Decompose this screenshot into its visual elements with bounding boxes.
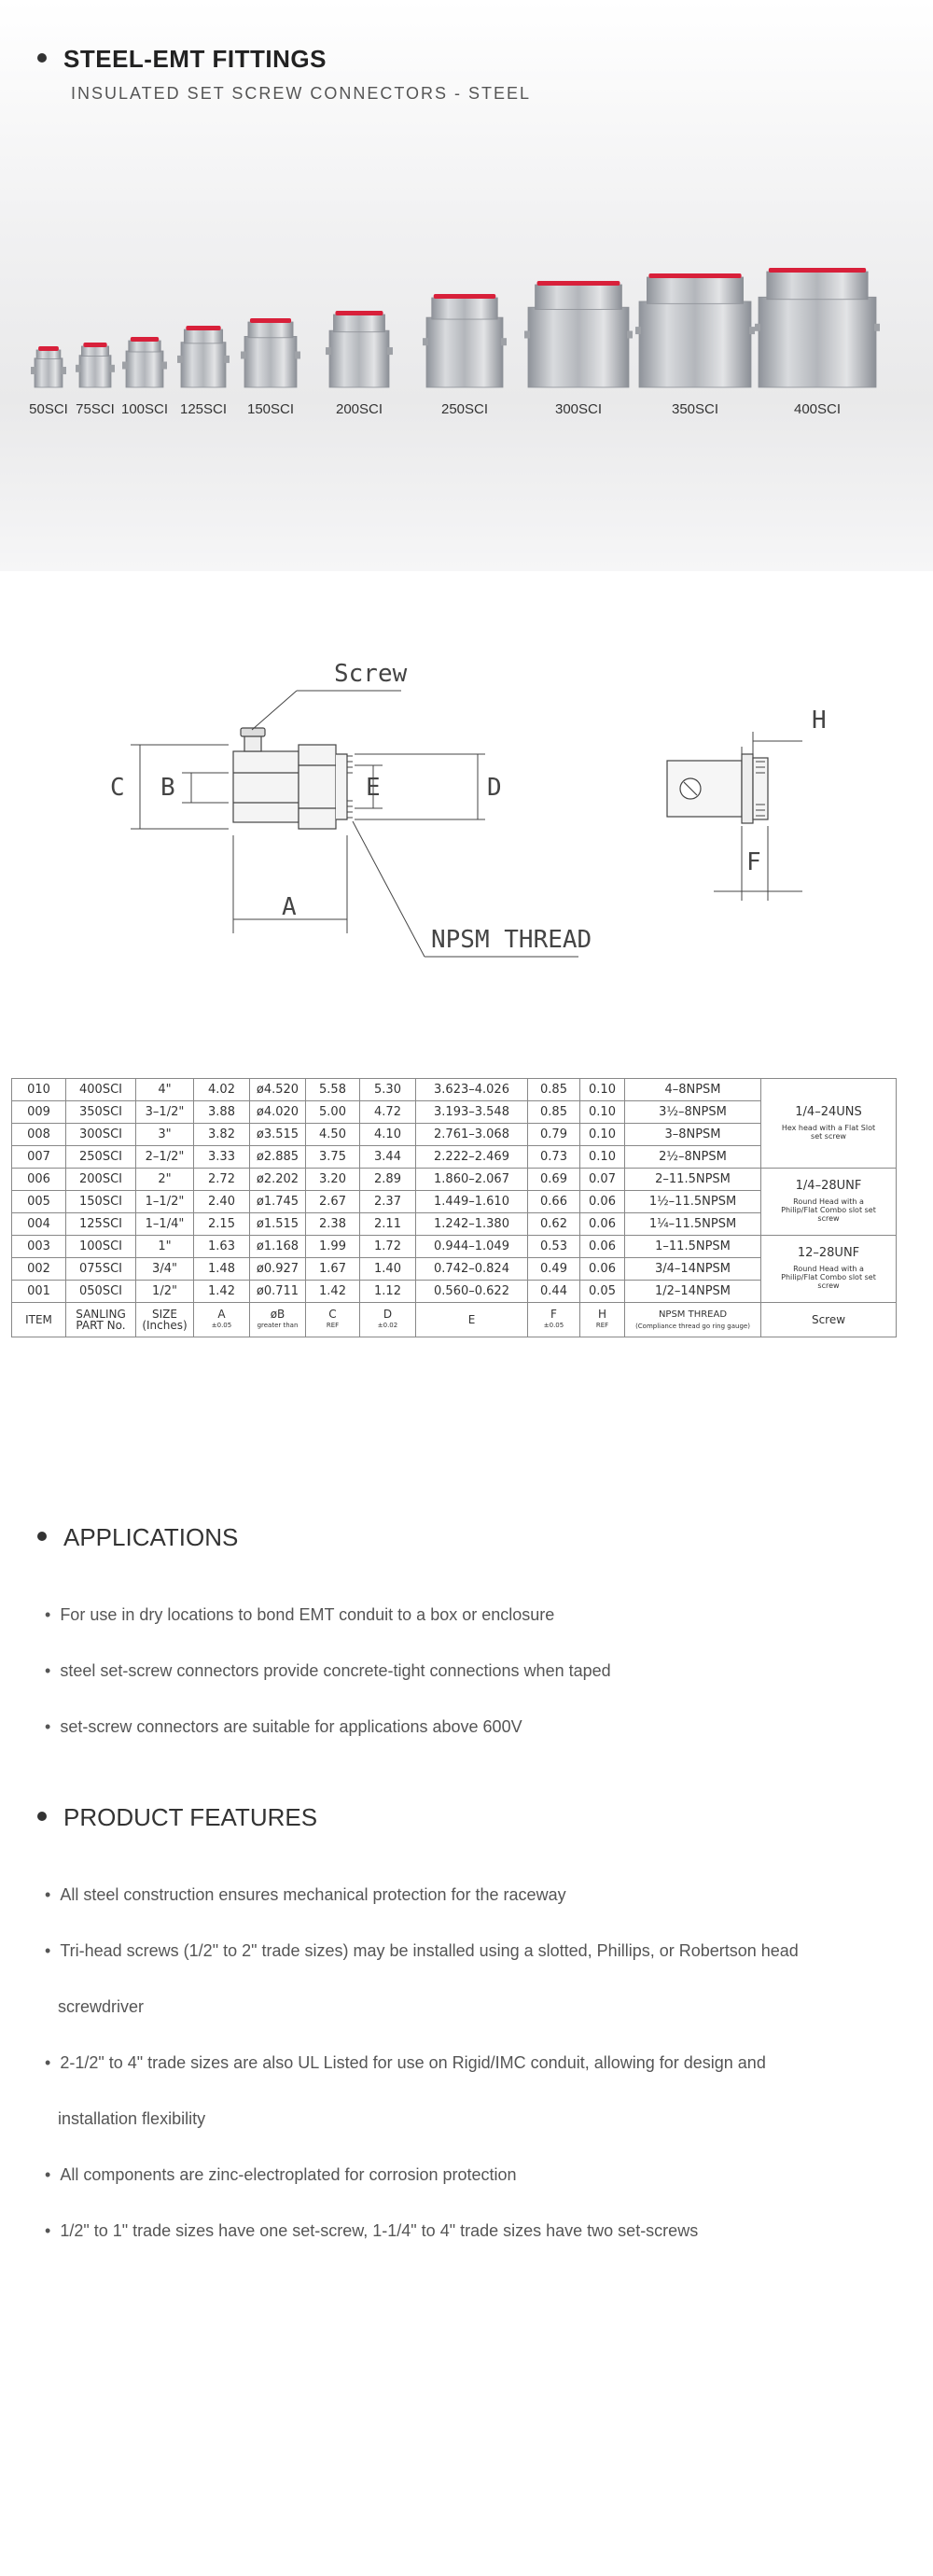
cell-a: 2.72: [194, 1169, 250, 1191]
feature-item: • 1/2" to 1" trade sizes have one set-screw, 1-1/4" to 4" trade sizes have two set-screws: [45, 2221, 699, 2240]
product-label: 100SCI: [120, 401, 169, 417]
col-screw: Screw: [761, 1303, 897, 1337]
connector-thread: [767, 272, 868, 300]
cell-item: 009: [12, 1101, 66, 1124]
cell-item: 008: [12, 1124, 66, 1146]
product-connector: [76, 343, 115, 387]
cell-h: 0.06: [580, 1258, 625, 1281]
cell-a: 2.40: [194, 1191, 250, 1213]
set-screw: [749, 327, 755, 334]
cell-h: 0.10: [580, 1101, 625, 1124]
connector-body: [35, 358, 63, 387]
cell-size: 1/2": [136, 1281, 194, 1303]
cell-e: 1.242–1.380: [416, 1213, 528, 1236]
cell-c: 1.99: [306, 1236, 360, 1258]
cell-c: 2.67: [306, 1191, 360, 1213]
cell-screw: [761, 1236, 897, 1303]
feature-item-text: All components are zinc-electroplated for corrosion protection: [60, 2165, 517, 2184]
col-d: [360, 1303, 416, 1337]
cell-b: ø0.927: [250, 1258, 306, 1281]
application-item: • set-screw connectors are suitable for applications above 600V: [45, 1717, 522, 1736]
cell-part: 350SCI: [66, 1101, 136, 1124]
cell-item: 004: [12, 1213, 66, 1236]
cell-b: ø3.515: [250, 1124, 306, 1146]
set-screw: [76, 365, 81, 372]
cell-a: 1.42: [194, 1281, 250, 1303]
cell-thread: 2½–8NPSM: [625, 1146, 761, 1169]
cell-item: 002: [12, 1258, 66, 1281]
cell-h: 0.06: [580, 1191, 625, 1213]
feature-item-text: Tri-head screws (1/2" to 2" trade sizes) may be installed using a slotted, Phillips, or Robertson head: [60, 1941, 799, 1960]
col-h-tol: REF: [595, 1322, 609, 1329]
label-dim-a: A: [282, 893, 297, 921]
cell-part: 250SCI: [66, 1146, 136, 1169]
feature-item: • Tri-head screws (1/2" to 2" trade sizes) may be installed using a slotted, Phillips, or Robertson head: [45, 1941, 799, 1960]
col-d-label: D: [383, 1308, 393, 1321]
insulator-ring: [537, 281, 620, 286]
cell-part: 125SCI: [66, 1213, 136, 1236]
set-screw: [627, 331, 633, 339]
insulator-ring: [83, 343, 106, 347]
col-b-tol: greater than: [257, 1322, 299, 1329]
connector-body: [79, 356, 111, 387]
cell-c: 1.67: [306, 1258, 360, 1281]
page-title-text: STEEL-EMT FITTINGS: [63, 45, 327, 73]
set-screw: [122, 362, 128, 370]
screw-spec: 1/4–24UNS: [795, 1104, 862, 1119]
feature-item-text: 2-1/2" to 4" trade sizes are also UL Listed for use on Rigid/IMC conduit, allowing for design and: [60, 2053, 766, 2072]
hero-banner: [0, 0, 933, 571]
label-dim-c: C: [110, 774, 125, 802]
cell-a: 4.02: [194, 1079, 250, 1101]
col-d-tol: ±0.02: [377, 1322, 398, 1329]
connector-end-view: [667, 732, 802, 901]
cell-thread: 3½–8NPSM: [625, 1101, 761, 1124]
cell-screw: [761, 1079, 897, 1169]
cell-a: 1.48: [194, 1258, 250, 1281]
screw-spec: 12–28UNF: [797, 1246, 860, 1260]
col-c-label: C: [328, 1308, 337, 1321]
col-thread: [625, 1303, 761, 1337]
feature-item-text: 1/2" to 1" trade sizes have one set-screw, 1-1/4" to 4" trade sizes have two set-screws: [60, 2221, 699, 2240]
cell-c: 3.75: [306, 1146, 360, 1169]
product-label: 125SCI: [179, 401, 228, 417]
connector-thread: [248, 322, 293, 338]
cell-size: 1": [136, 1236, 194, 1258]
label-npsm-thread: NPSM THREAD: [431, 926, 592, 954]
cell-f: 0.69: [528, 1169, 580, 1191]
insulator-ring: [250, 318, 291, 323]
cell-b: ø4.520: [250, 1079, 306, 1101]
cell-d: 4.10: [360, 1124, 416, 1146]
product-label: 300SCI: [554, 401, 603, 417]
col-size-line1: SIZE: [152, 1308, 177, 1321]
set-screw: [423, 338, 428, 345]
insulator-ring: [769, 268, 866, 273]
insulator-ring: [434, 294, 496, 299]
col-a-tol: ±0.05: [211, 1322, 232, 1329]
product-lineup: [0, 0, 933, 571]
connector-thread: [647, 277, 743, 303]
product-connector: [31, 346, 66, 387]
cell-a: 3.33: [194, 1146, 250, 1169]
cell-b: ø0.711: [250, 1281, 306, 1303]
cell-h: 0.06: [580, 1213, 625, 1236]
col-h-label: H: [597, 1308, 607, 1321]
set-screw: [177, 356, 183, 363]
cell-f: 0.85: [528, 1079, 580, 1101]
cell-d: 3.44: [360, 1146, 416, 1169]
cell-f: 0.53: [528, 1236, 580, 1258]
cell-h: 0.07: [580, 1169, 625, 1191]
connector-body: [329, 330, 389, 387]
features-title-text: PRODUCT FEATURES: [63, 1803, 318, 1831]
product-connector: [122, 337, 167, 387]
cell-size: 3/4": [136, 1258, 194, 1281]
cell-c: 3.20: [306, 1169, 360, 1191]
label-dim-d: D: [487, 774, 502, 802]
cell-a: 3.82: [194, 1124, 250, 1146]
col-part-line2: PART No.: [76, 1319, 126, 1332]
feature-item-text: All steel construction ensures mechanical protection for the raceway: [60, 1885, 566, 1904]
bullet-dot-icon: [37, 1812, 47, 1821]
product-connector: [755, 268, 880, 387]
table-row: [12, 1079, 897, 1101]
cell-h: 0.10: [580, 1124, 625, 1146]
col-thread-note: (Compliance thread go ring gauge): [635, 1323, 750, 1330]
insulator-ring: [38, 346, 59, 351]
set-screw: [241, 352, 246, 359]
set-screw: [224, 356, 230, 363]
cell-item: 001: [12, 1281, 66, 1303]
cell-c: 5.00: [306, 1101, 360, 1124]
product-connector: [524, 281, 633, 387]
cell-c: 4.50: [306, 1124, 360, 1146]
technical-drawing: [0, 635, 933, 989]
screw-desc: Round Head with a Philip/Flat Combo slot set screw: [781, 1197, 876, 1223]
connector-thread: [81, 346, 108, 357]
col-f: [528, 1303, 580, 1337]
set-screw: [874, 324, 880, 331]
feature-item: • All steel construction ensures mechanical protection for the raceway: [45, 1885, 566, 1904]
cell-part: 050SCI: [66, 1281, 136, 1303]
connector-thread: [536, 285, 622, 309]
connector-thread: [36, 350, 61, 359]
product-connector: [241, 318, 300, 387]
cell-f: 0.85: [528, 1101, 580, 1124]
cell-f: 0.79: [528, 1124, 580, 1146]
col-h: [580, 1303, 625, 1337]
feature-item-continuation: screwdriver: [58, 1997, 145, 2016]
label-dim-b: B: [160, 774, 175, 802]
col-f-label: F: [550, 1308, 557, 1321]
cell-size: 3": [136, 1124, 194, 1146]
cell-part: 300SCI: [66, 1124, 136, 1146]
applications-title: [37, 1523, 238, 1552]
cell-d: 2.11: [360, 1213, 416, 1236]
cell-item: 006: [12, 1169, 66, 1191]
spec-table: [11, 1078, 897, 1337]
thread-marks: [347, 756, 353, 818]
cell-c: 5.58: [306, 1079, 360, 1101]
dimension-lines: [131, 691, 578, 957]
cell-item: 005: [12, 1191, 66, 1213]
product-connector: [177, 326, 230, 387]
cell-part: 200SCI: [66, 1169, 136, 1191]
cell-thread: 1–11.5NPSM: [625, 1236, 761, 1258]
table-row: [12, 1236, 897, 1258]
cell-part: 400SCI: [66, 1079, 136, 1101]
cell-thread: 1½–11.5NPSM: [625, 1191, 761, 1213]
applications-title-text: APPLICATIONS: [63, 1523, 239, 1551]
cell-thread: 1¼–11.5NPSM: [625, 1213, 761, 1236]
set-screw: [755, 324, 760, 331]
product-label: 200SCI: [335, 401, 383, 417]
cell-e: 1.449–1.610: [416, 1191, 528, 1213]
cell-item: 010: [12, 1079, 66, 1101]
cell-size: 1–1/2": [136, 1191, 194, 1213]
set-screw: [161, 362, 167, 370]
connector-side-view: [233, 728, 353, 829]
cell-e: 3.623–4.026: [416, 1079, 528, 1101]
product-label: 400SCI: [793, 401, 842, 417]
cell-c: 1.42: [306, 1281, 360, 1303]
cell-thread: 1/2–14NPSM: [625, 1281, 761, 1303]
product-label: 50SCI: [29, 401, 68, 417]
col-c: [306, 1303, 360, 1337]
col-part: [66, 1303, 136, 1337]
cell-part: 150SCI: [66, 1191, 136, 1213]
cell-e: 0.560–0.622: [416, 1281, 528, 1303]
col-a-label: A: [217, 1308, 226, 1321]
cell-item: 007: [12, 1146, 66, 1169]
product-label: 75SCI: [76, 401, 115, 417]
cell-a: 2.15: [194, 1213, 250, 1236]
label-screw: Screw: [334, 660, 408, 688]
cell-part: 100SCI: [66, 1236, 136, 1258]
cell-size: 4": [136, 1079, 194, 1101]
cell-size: 2–1/2": [136, 1146, 194, 1169]
cell-h: 0.10: [580, 1146, 625, 1169]
application-item-text: set-screw connectors are suitable for applications above 600V: [60, 1717, 522, 1736]
connector-body: [244, 336, 297, 387]
cell-size: 2": [136, 1169, 194, 1191]
insulator-ring: [131, 337, 159, 342]
cell-d: 1.40: [360, 1258, 416, 1281]
set-screw: [387, 347, 393, 355]
cell-item: 003: [12, 1236, 66, 1258]
application-item-text: steel set-screw connectors provide concrete-tight connections when taped: [60, 1661, 611, 1680]
col-e: E: [416, 1303, 528, 1337]
feature-item-continuation: installation flexibility: [58, 2109, 206, 2128]
connector-body: [759, 297, 876, 387]
cell-d: 2.37: [360, 1191, 416, 1213]
bullet-dot-icon: [37, 1532, 47, 1541]
col-f-tol: ±0.05: [543, 1322, 564, 1329]
cell-e: 2.222–2.469: [416, 1146, 528, 1169]
insulator-ring: [186, 326, 220, 330]
cell-size: 1–1/4": [136, 1213, 194, 1236]
col-thread-label: NPSM THREAD: [658, 1309, 728, 1320]
insulator-ring: [335, 311, 383, 315]
cell-b: ø1.745: [250, 1191, 306, 1213]
feature-item: • All components are zinc-electroplated for corrosion protection: [45, 2165, 517, 2184]
cell-b: ø2.202: [250, 1169, 306, 1191]
product-connector: [635, 273, 755, 387]
cell-part: 075SCI: [66, 1258, 136, 1281]
screw-desc: Round Head with a Philip/Flat Combo slot set screw: [781, 1265, 876, 1290]
cell-e: 2.761–3.068: [416, 1124, 528, 1146]
product-connector: [326, 311, 393, 387]
col-a: [194, 1303, 250, 1337]
cell-d: 2.89: [360, 1169, 416, 1191]
set-screw: [501, 338, 507, 345]
features-title: [37, 1803, 317, 1832]
cell-screw: [761, 1169, 897, 1236]
cell-b: ø4.020: [250, 1101, 306, 1124]
cell-f: 0.49: [528, 1258, 580, 1281]
product-label: 150SCI: [246, 401, 295, 417]
col-item: ITEM: [12, 1303, 66, 1337]
connector-body: [528, 307, 629, 387]
cell-b: ø1.515: [250, 1213, 306, 1236]
set-screw: [635, 327, 641, 334]
cell-d: 1.12: [360, 1281, 416, 1303]
cell-h: 0.10: [580, 1079, 625, 1101]
cell-f: 0.62: [528, 1213, 580, 1236]
product-label: 350SCI: [671, 401, 719, 417]
connector-thread: [129, 341, 160, 352]
insulator-ring: [648, 273, 741, 278]
screw-desc: Hex head with a Flat Slot set screw: [781, 1123, 876, 1141]
cell-f: 0.44: [528, 1281, 580, 1303]
application-item-text: For use in dry locations to bond EMT conduit to a box or enclosure: [60, 1605, 555, 1624]
col-size-line2: (Inches): [142, 1319, 188, 1332]
label-dim-e: E: [366, 774, 381, 802]
application-item: • For use in dry locations to bond EMT conduit to a box or enclosure: [45, 1605, 555, 1624]
cell-a: 3.88: [194, 1101, 250, 1124]
cell-thread: 2–11.5NPSM: [625, 1169, 761, 1191]
set-screw: [61, 367, 66, 374]
screw-spec: 1/4–28UNF: [795, 1179, 862, 1193]
cell-d: 5.30: [360, 1079, 416, 1101]
table-row: [12, 1169, 897, 1191]
col-c-tol: REF: [326, 1322, 340, 1329]
cell-b: ø1.168: [250, 1236, 306, 1258]
cell-b: ø2.885: [250, 1146, 306, 1169]
connector-body: [181, 343, 226, 387]
label-dim-h: H: [812, 707, 827, 735]
col-b-label: øB: [270, 1308, 285, 1321]
cell-e: 1.860–2.067: [416, 1169, 528, 1191]
page-subtitle: INSULATED SET SCREW CONNECTORS - STEEL: [71, 84, 532, 103]
set-screw: [109, 365, 115, 372]
cell-a: 1.63: [194, 1236, 250, 1258]
connector-body: [126, 351, 163, 387]
cell-d: 4.72: [360, 1101, 416, 1124]
table-header-row: [12, 1303, 897, 1337]
set-screw: [244, 735, 261, 751]
cell-c: 2.38: [306, 1213, 360, 1236]
col-b: [250, 1303, 306, 1337]
set-screw: [524, 331, 530, 339]
cell-h: 0.06: [580, 1236, 625, 1258]
set-screw: [295, 352, 300, 359]
cell-f: 0.66: [528, 1191, 580, 1213]
cell-size: 3–1/2": [136, 1101, 194, 1124]
application-item: • steel set-screw connectors provide concrete-tight connections when taped: [45, 1661, 611, 1680]
cell-thread: 3–8NPSM: [625, 1124, 761, 1146]
connector-thread: [333, 315, 384, 332]
cell-e: 0.944–1.049: [416, 1236, 528, 1258]
cell-f: 0.73: [528, 1146, 580, 1169]
cell-h: 0.05: [580, 1281, 625, 1303]
connector-body: [426, 317, 503, 387]
connector-body: [639, 301, 751, 387]
connector-thread: [184, 329, 222, 343]
col-part-line1: SANLING: [76, 1308, 126, 1321]
cell-thread: 3/4–14NPSM: [625, 1258, 761, 1281]
set-screw: [326, 347, 331, 355]
set-screw: [31, 367, 36, 374]
cell-d: 1.72: [360, 1236, 416, 1258]
cell-e: 0.742–0.824: [416, 1258, 528, 1281]
product-connector: [423, 294, 507, 387]
cell-thread: 4–8NPSM: [625, 1079, 761, 1101]
connector-thread: [432, 298, 498, 319]
label-dim-f: F: [746, 848, 761, 876]
product-label: 250SCI: [440, 401, 489, 417]
cell-e: 3.193–3.548: [416, 1101, 528, 1124]
feature-item: • 2-1/2" to 4" trade sizes are also UL Listed for use on Rigid/IMC conduit, allowing for design and: [45, 2053, 766, 2072]
col-size: [136, 1303, 194, 1337]
